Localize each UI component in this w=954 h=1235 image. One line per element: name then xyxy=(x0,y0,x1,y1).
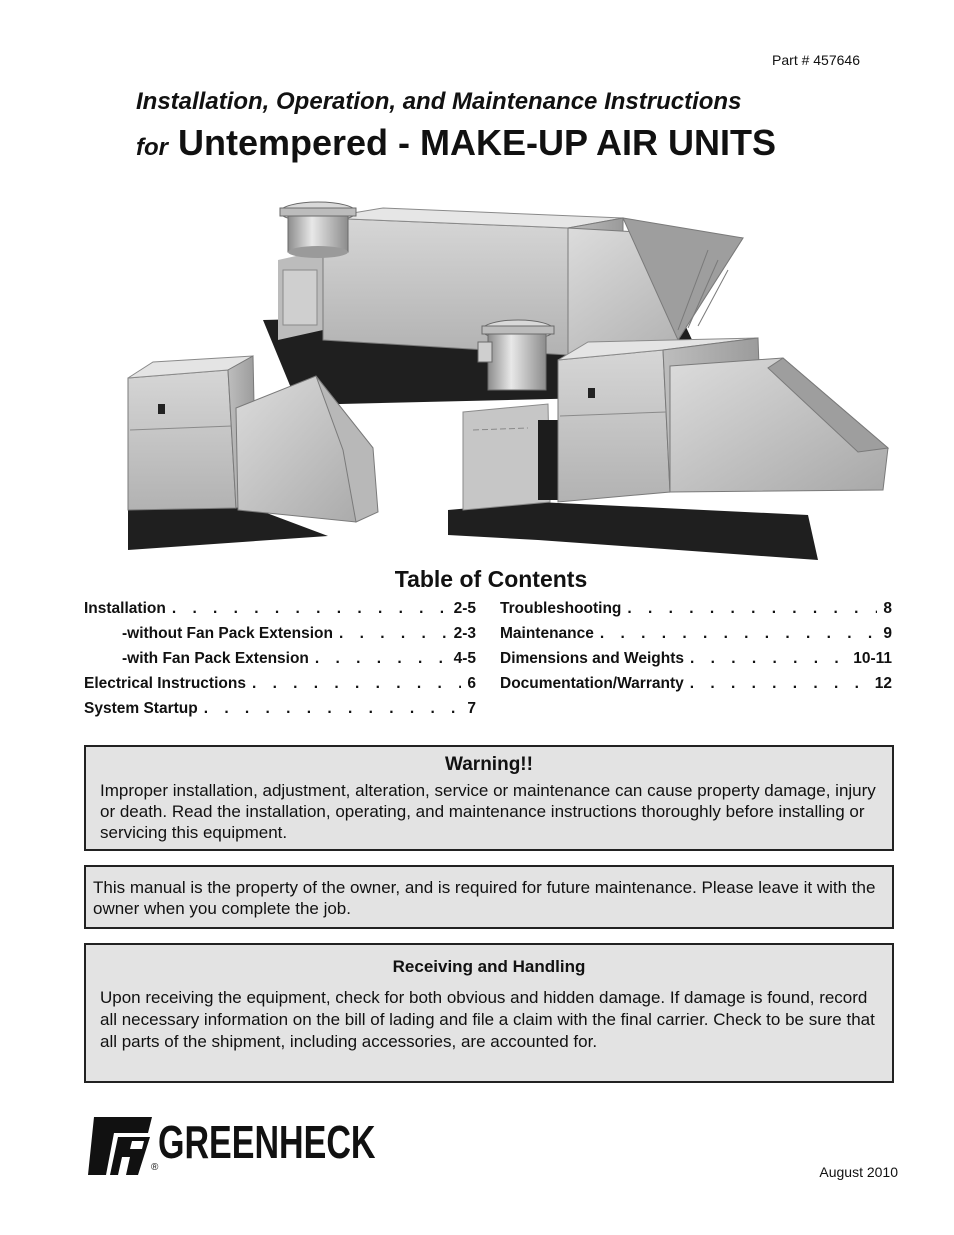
toc-left-column xyxy=(84,600,476,725)
toc-entry-page: 2-5 xyxy=(453,600,476,617)
toc-entry-page: 7 xyxy=(467,700,476,717)
toc-entry-page: 8 xyxy=(883,600,892,617)
toc-leader xyxy=(690,675,869,693)
toc-entry-page: 10-11 xyxy=(853,650,892,667)
toc-entry-page: 4-5 xyxy=(453,650,476,667)
toc-entry-label: Documentation/Warranty xyxy=(500,675,684,692)
toc-entry[interactable] xyxy=(84,600,476,625)
toc-entry-label: Electrical Instructions xyxy=(84,675,246,692)
toc-leader xyxy=(600,625,877,643)
product-illustration xyxy=(118,190,893,568)
unit-front-right xyxy=(448,320,888,560)
toc-leader xyxy=(627,600,877,618)
toc-leader xyxy=(339,625,448,643)
warning-box xyxy=(84,745,894,851)
toc-entry[interactable] xyxy=(84,700,476,725)
toc-leader xyxy=(315,650,448,668)
warning-text: Improper installation, adjustment, alteration, service or maintenance can cause property damage, injury or death. Read the installation, operating, and maintenance instructions thoroughly before installing or servicing this equipment. xyxy=(100,781,876,842)
toc-right-column xyxy=(500,600,892,700)
toc-entry[interactable] xyxy=(84,625,476,650)
toc-leader xyxy=(172,600,448,618)
part-number: Part # 457646 xyxy=(772,52,860,68)
toc-entry-label: System Startup xyxy=(84,700,198,717)
receiving-heading: Receiving and Handling xyxy=(392,957,586,976)
ownership-notice-box xyxy=(84,865,894,929)
document-title-line2 xyxy=(136,122,776,164)
toc-leader xyxy=(252,675,461,693)
toc-entry[interactable] xyxy=(500,675,892,700)
title-product: Untempered - MAKE-UP AIR UNITS xyxy=(178,122,777,163)
toc-entry-page: 2-3 xyxy=(453,625,476,642)
toc-entry-label: Dimensions and Weights xyxy=(500,650,685,667)
toc-entry-page: 9 xyxy=(883,625,892,642)
toc-entry-page: 12 xyxy=(874,675,892,692)
ownership-notice-text: This manual is the property of the owner, and is required for future maintenance. Please leave it with the owner when you complete the job. xyxy=(93,878,876,918)
document-title-line1: Installation, Operation, and Maintenance Instructions xyxy=(136,88,742,115)
toc-entry-label: Troubleshooting xyxy=(500,600,622,617)
toc-entry-label: Maintenance xyxy=(500,625,594,642)
toc-entry-label: Installation xyxy=(84,600,166,617)
toc-entry-label: -without Fan Pack Extension xyxy=(122,625,333,642)
toc-entry[interactable] xyxy=(84,675,476,700)
receiving-handling-box xyxy=(84,943,894,1083)
toc-entry[interactable] xyxy=(84,650,476,675)
registered-mark: ® xyxy=(151,1162,159,1173)
brand-name: GREENHECK xyxy=(158,1116,376,1168)
warning-heading: Warning!! xyxy=(445,754,533,775)
title-for: for xyxy=(136,134,168,161)
toc-entry[interactable] xyxy=(500,600,892,625)
toc-title: Table of Contents xyxy=(394,566,588,592)
receiving-text: Upon receiving the equipment, check for both obvious and hidden damage. If damage is found, record all necessary information on the bill of lading and file a claim with the final carrier. Check to be sure that all parts of the shipment, including accessories, are accounted for. xyxy=(100,988,875,1051)
toc-entry[interactable] xyxy=(500,625,892,650)
toc-entry-label: -with Fan Pack Extension xyxy=(122,650,309,667)
toc-entry-page: 6 xyxy=(467,675,476,692)
toc-leader xyxy=(690,650,847,668)
publication-date: August 2010 xyxy=(819,1164,898,1180)
toc-leader xyxy=(204,700,462,718)
toc-entry[interactable] xyxy=(500,650,892,675)
